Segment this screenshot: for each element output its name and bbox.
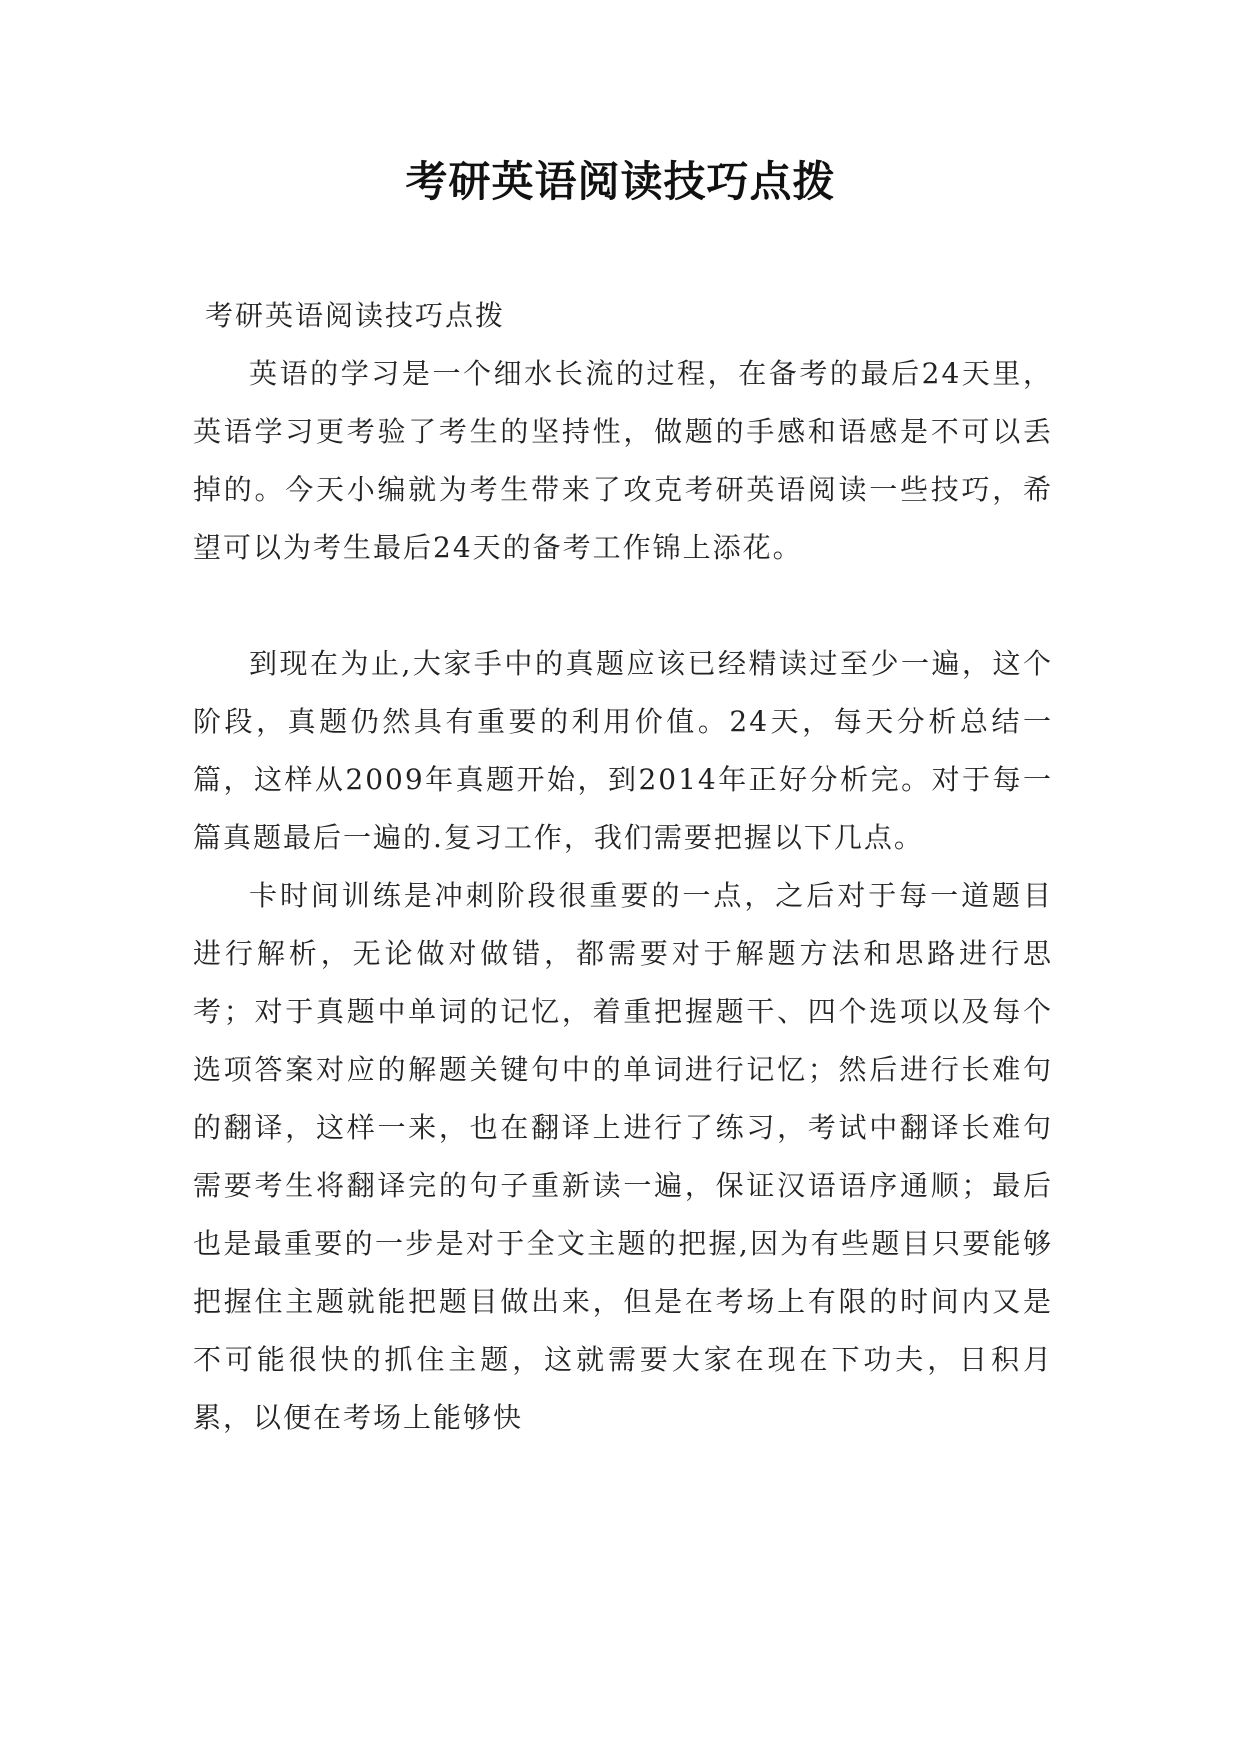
paragraph-method: 卡时间训练是冲刺阶段很重要的一点，之后对于每一道题目进行解析，无论做对做错，都需要对于解题方法和思路进行思考；对于真题中单词的记忆，着重把握题干、四个选项以及每个选项答案对应的解题关键句中的单词进行记忆；然后进行长难句的翻译，这样一来，也在翻译上进行了练习，考试中翻译长难句需要考生将翻译完的句子重新读一遍，保证汉语语序通顺；最后也是最重要的一步是对于全文主题的把握,因为有些题目只要能够把握住主题就能把题目做出来，但是在考场上有限的时间内又是不可能很快的抓住主题，这就需要大家在现在下功夫，日积月累，以便在考场上能够快: [193, 879, 1053, 1434]
document-subheading: 考研英语阅读技巧点拨: [205, 299, 506, 332]
document-title: 考研英语阅读技巧点拨: [405, 157, 836, 206]
document-body: [193, 287, 1053, 1447]
paragraph-gap: [193, 577, 1053, 635]
paragraph-review: 到现在为止,大家手中的真题应该已经精读过至少一遍，这个阶段，真题仍然具有重要的利用价值。24天，每天分析总结一篇，这样从2009年真题开始，到2014年正好分析完。对于每一篇真题最后一遍的.复习工作，我们需要把握以下几点。: [193, 647, 1053, 854]
paragraph-intro: 英语的学习是一个细水长流的过程，在备考的最后24天里，英语学习更考验了考生的坚持性，做题的手感和语感是不可以丢掉的。今天小编就为考生带来了攻克考研英语阅读一些技巧，希望可以为考生最后24天的备考工作锦上添花。: [193, 357, 1053, 564]
